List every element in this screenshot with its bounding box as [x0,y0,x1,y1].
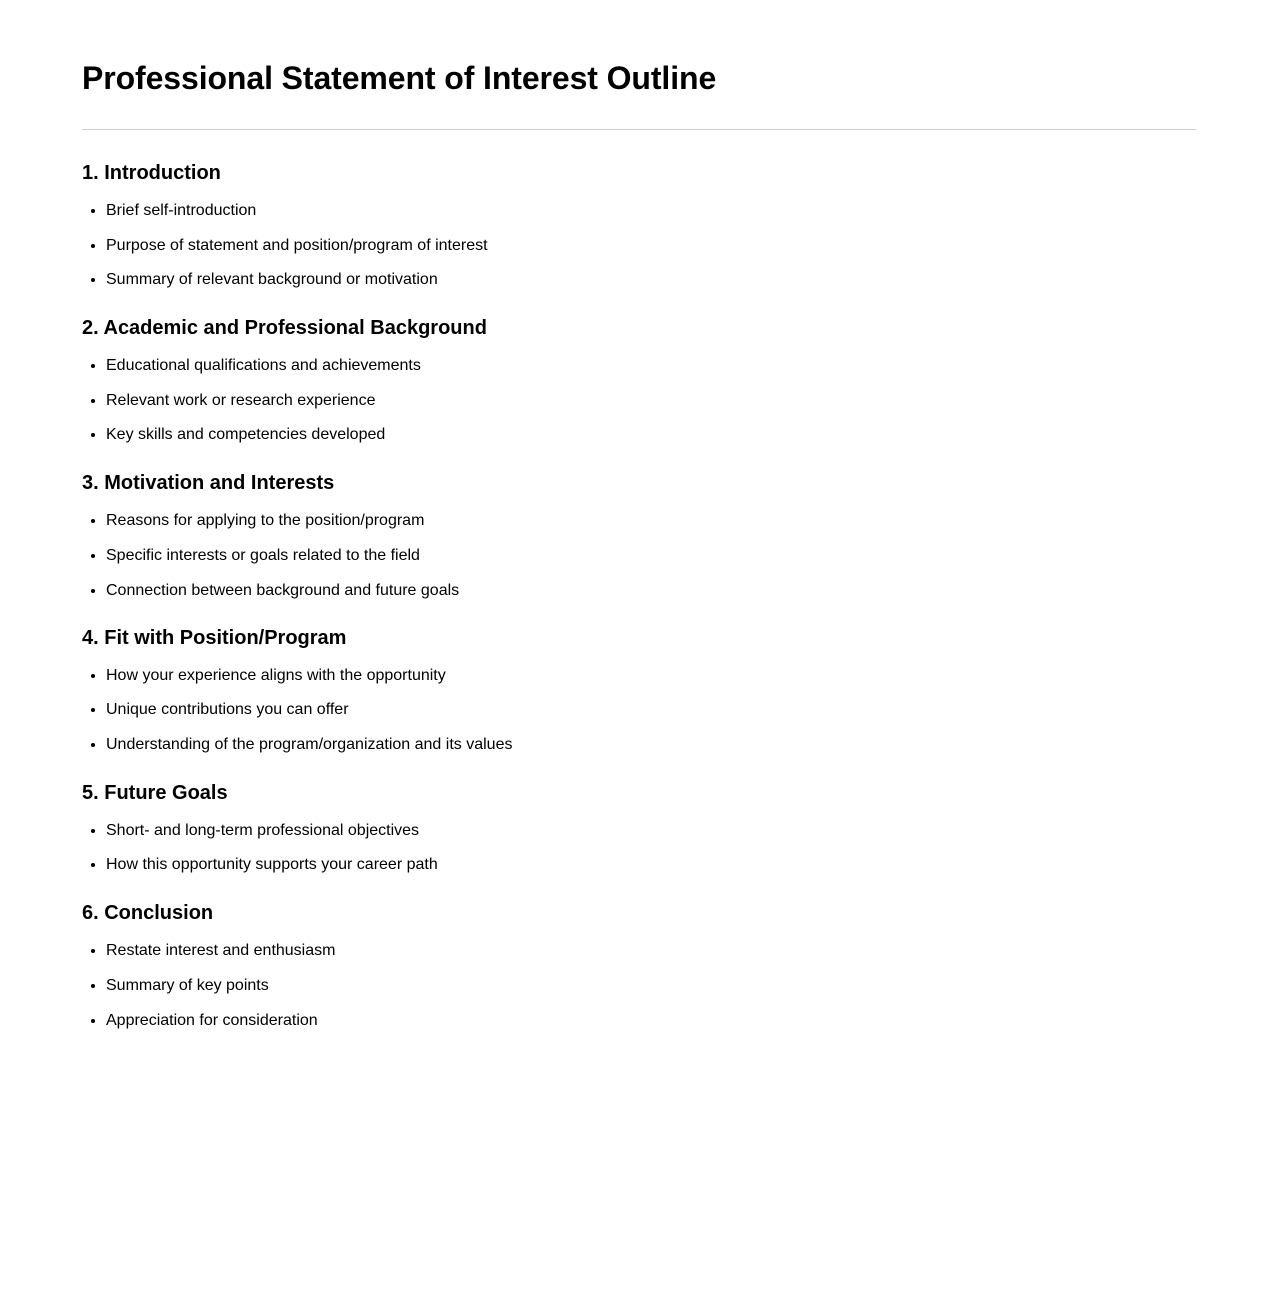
section-heading: 3. Motivation and Interests [82,472,335,495]
section-list [82,356,1196,444]
page-title: Professional Statement of Interest Outline [82,60,717,96]
section-heading: 1. Introduction [82,162,221,184]
document-page [82,0,1196,1045]
list-item: • Specific interests or goals related to the field [106,546,1196,565]
section-list [82,511,1196,599]
list-item: • Connection between background and future goals [106,581,1196,600]
list-item: • Brief self-introduction [106,201,1196,220]
section-list [82,666,1196,754]
list-item: • How this opportunity supports your career path [106,855,1196,874]
section-heading: 2. Academic and Professional Background [82,317,487,340]
section-list [82,201,1196,289]
list-item: • Key skills and competencies developed [106,425,1196,444]
list-item: • Unique contributions you can offer [106,700,1196,719]
list-item: • Understanding of the program/organization and its values [106,735,1196,754]
list-item: • Restate interest and enthusiasm [106,941,1196,960]
section-heading: 4. Fit with Position/Program [82,626,347,649]
section-academic-professional-background [82,316,1196,444]
section-future-goals [82,781,1196,875]
section-introduction [82,161,1196,289]
section-list [82,821,1196,875]
list-item: • Summary of key points [106,976,1196,995]
section-fit-with-position [82,626,1196,754]
list-item: • Reasons for applying to the position/program [106,511,1196,530]
section-motivation-interests [82,471,1196,599]
list-item: • How your experience aligns with the opportunity [106,666,1196,685]
list-item: • Purpose of statement and position/program of interest [106,236,1196,255]
section-conclusion [82,901,1196,1029]
list-item: • Summary of relevant background or motivation [106,270,1196,289]
list-item: • Educational qualifications and achievements [106,356,1196,375]
list-item: • Relevant work or research experience [106,391,1196,410]
section-heading: 6. Conclusion [82,902,214,925]
list-item: • Short- and long-term professional objectives [106,821,1196,840]
title-divider [82,129,1196,130]
section-list [82,941,1196,1029]
section-heading: 5. Future Goals [82,781,228,804]
list-item: • Appreciation for consideration [106,1011,1196,1030]
